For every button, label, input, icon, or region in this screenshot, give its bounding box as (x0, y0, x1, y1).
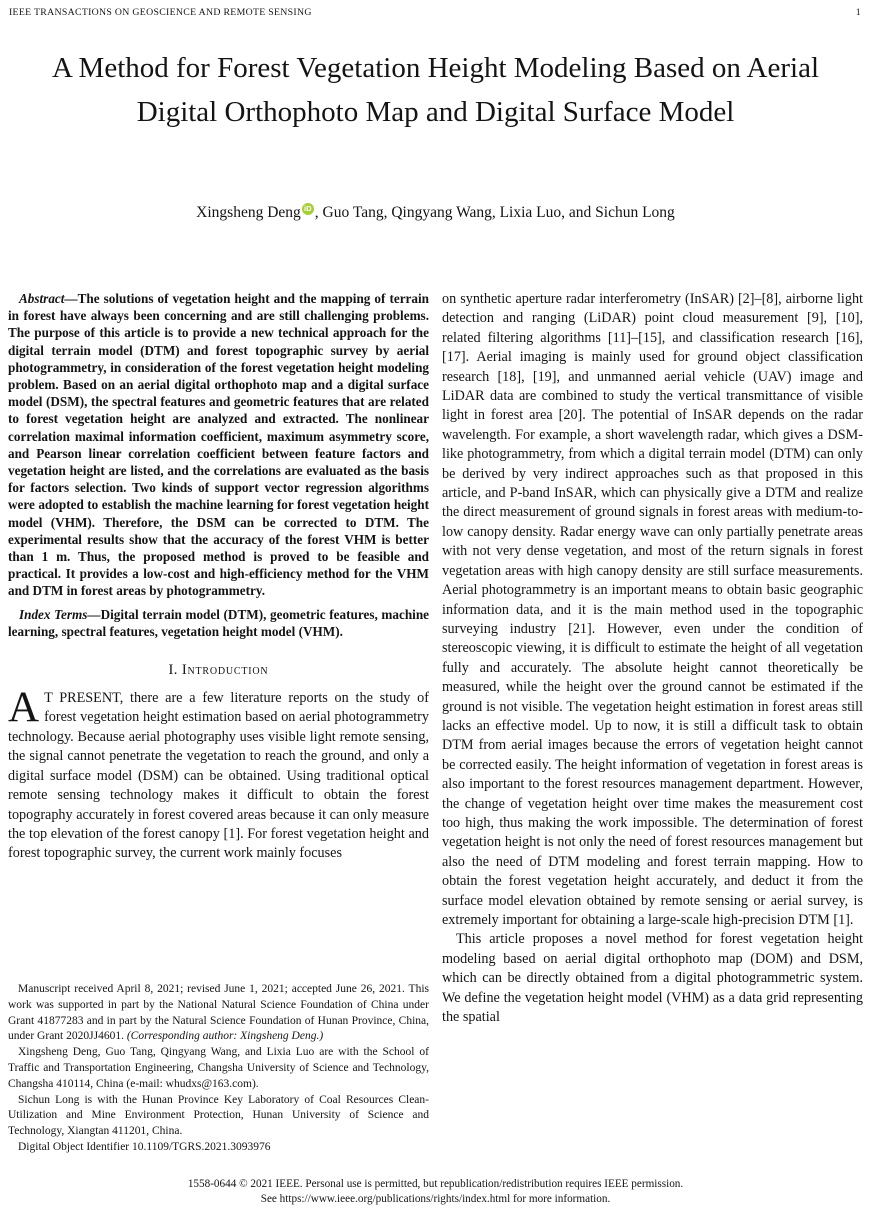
copyright-line-2: See https://www.ieee.org/publications/rights/index.html for more information. (260, 1192, 611, 1205)
intro-paragraph-text: T PRESENT, there are a few literature reports on the study of forest vegetation height estimation based on aerial photogrammetry technology. Because aerial photography uses visible light remote sensing, the signal cannot penetrate the vegetation to reach the ground, and only a digital surface model (DSM) can be obtained. Using traditional optical remote sensing technology makes it difficult to obtain the forest topography accurately in forest covered areas because it can only measure the top elevation of the forest canopy [1]. For forest vegetation height and forest topographic survey, the current work mainly focuses (8, 690, 429, 862)
author-line (0, 203, 871, 222)
right-column (442, 290, 863, 1027)
footnote-manuscript (8, 982, 429, 1045)
copyright-line-1: 1558-0644 © 2021 IEEE. Personal use is permitted, but republication/redistribution requires IEEE permission. (187, 1178, 684, 1190)
section-title: Introduction (181, 662, 269, 679)
abstract-label: Abstract— (19, 291, 78, 306)
author-names-rest: , Guo Tang, Qingyang Wang, Lixia Luo, and Sichun Long (314, 204, 675, 221)
index-terms-text: Digital terrain model (DTM), geometric features, machine learning, spectral features, vegetation height model (VHM). (8, 606, 430, 639)
intro-paragraph (8, 684, 429, 864)
section-number: I. (168, 662, 178, 679)
drop-cap: A (8, 684, 40, 732)
footnote-affiliation-2: Sichun Long is with the Hunan Province Key Laboratory of Coal Resources Clean-Utilization and Mine Environment Protection, Hunan University of Science and Technology, Xiangtan 411201, China. (8, 1093, 429, 1138)
abstract (8, 290, 429, 600)
journal-name: IEEE TRANSACTIONS ON GEOSCIENCE AND REMOTE SENSING (9, 7, 312, 18)
body-paragraph-continuation: on synthetic aperture radar interferometry (InSAR) [2]–[8], airborne light detection and ranging (LiDAR) point cloud measurement [9], [10], related filtering algorithms [11]–[15], and classification research [16], [17]. Aerial imaging is mainly used for ground object classification research [18], [19], and unmanned aerial vehicle (UAV) image and LiDAR data are combined to study the vertical transmittance of visible light in forest area [20]. The potential of InSAR depends on the radar wavelength. For example, a short wavelength radar, which gives a DSM-like photogrammetry, from which a digital terrain model (DTM) can only be derived by very indirect approaches such as that proposed in this article, and P-band InSAR, which can physically give a DTM and realize the direct measurement of ground signals in forest areas with medium-to-low canopy density. Radar energy wave can only partially penetrate areas with not very dense vegetation, and most of the return signals in forest vegetation areas with high canopy density are still surface measurements. Aerial photogrammetry is an important means to obtain basic geographic information data, and it is the main method used in the topographic surveying industry [21]. However, even under the condition of stereoscopic viewing, it is difficult to estimate the height of all vegetation fully and accurately. The absolute height cannot theoretically be measured, while the height over the ground cannot be estimated if the ground is not visible. The vegetation height estimation in forest areas still lacks an effective model. Up to now, it is still a difficult task to obtain DTM from aerial images because the errors of vegetation height cannot be corrected easily. The height information of vegetation in forest areas is also important to the forest resources management department. However, the change of vegetation height over time makes the measurement cost too high, thus making the work impossible. The determination of forest vegetation height is not only the need of forest resources management but also the need of DTM modeling and forest terrain mapping. How to obtain the forest vegetation height accurately, and deduct it from the surface model elevation obtained by remote sensing or aerial survey, is extremely important for obtaining a large-scale high-precision DTM [1]. (442, 291, 863, 928)
footnote-manuscript-text: Manuscript received April 8, 2021; revised June 1, 2021; accepted June 26, 2021. This work was supported in part by the National Natural Science Foundation of China under Grant 41877283 and in part by the Natural Science Foundation of Hunan Province, China, under Grant 2020JJ4601. (8, 983, 429, 1043)
copyright-footer (0, 1177, 871, 1206)
author-name-first: Xingsheng Deng (196, 204, 301, 221)
footnote-affiliation-1: Xingsheng Deng, Guo Tang, Qingyang Wang, and Lixia Luo are with the School of Traffic and Transportation Engineering, Changsha University of Science and Technology, Changsha 410114, China (e-mail: whudxs@163.com). (8, 1046, 429, 1090)
abstract-text: The solutions of vegetation height and the mapping of terrain in forest have always been concerning and are still challenging problems. The purpose of this article is to provide a new technical approach for the digital terrain model (DTM) and forest topographic survey by aerial photogrammetry, in consideration of the forest vegetation height modeling problem. Based on an aerial digital orthophoto map and a digital surface model (DSM), the spectral features and geometric features that are related to forest vegetation height are analyzed and extracted. The nonlinear correlation maximal information coefficient, maximum asymmetry score, and Pearson linear correlation coefficient between feature factors and vegetation height are listed, and the correlations are evaluated as the basis for factors selection. Two kinds of support vector regression algorithms were adopted to establish the machine learning for forest vegetation height model (VHM). Therefore, the DSM can be corrected to DTM. The experimental results show that the accuracy of the forest VHM is better than 1 m. Thus, the proposed method is proved to be feasible and practical. It provides a low-cost and high-efficiency method for the VHM and DTM in forest areas by photogrammetry. (8, 291, 429, 599)
left-column (8, 290, 429, 864)
page-number: 1 (855, 7, 861, 18)
orcid-icon[interactable]: iD (302, 203, 314, 215)
footnote-doi: Digital Object Identifier 10.1109/TGRS.2021.3093976 (18, 1140, 271, 1153)
index-terms (8, 606, 429, 640)
body-paragraph-2: This article proposes a novel method for forest vegetation height modeling based on aerial digital orthophoto map (DOM) and DSM, which can be directly obtained from a digital photogrammetric system. We define the vegetation height model (VHM) as a data grid representing the spatial (442, 931, 863, 1026)
first-page-footnotes (8, 982, 429, 1156)
section-heading-introduction (8, 662, 429, 679)
index-terms-label: Index Terms— (19, 606, 101, 622)
footnote-corresponding-author: (Corresponding author: Xingsheng Deng.) (126, 1030, 324, 1043)
paper-title: A Method for Forest Vegetation Height Modeling Based on Aerial Digital Orthophoto Map and Digital Surface Model (51, 52, 820, 128)
running-head (9, 7, 861, 18)
